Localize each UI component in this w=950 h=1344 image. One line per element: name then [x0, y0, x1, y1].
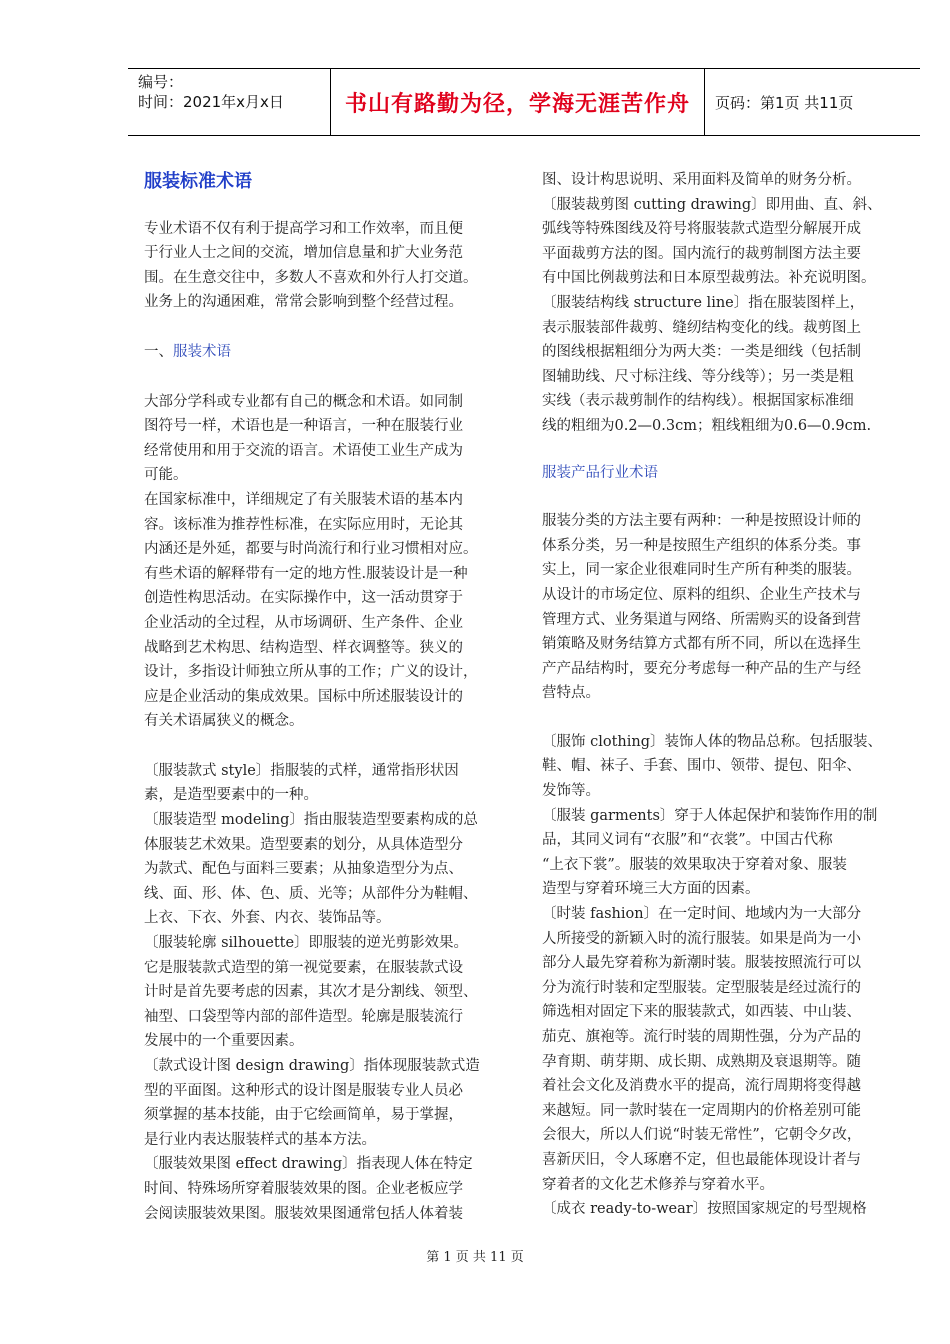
left-column [144, 170, 506, 1226]
section-number: 一、 [144, 343, 173, 360]
intro-paragraph: 专业术语不仅有利于提高学习和工作效率，而且便 于行业人士之间的交流，增加信息量和扩大业务范 围。在生意交往中，多数人不喜欢和外行人打交道。 业务上的沟通困难，常常会影响到整个经营过程。 [144, 220, 478, 311]
body-paragraph-1: 大部分学科或专业都有自己的概念和术语。如同制 图符号一样，术语也是一种语言，一种在服装行业 经常使用和用于交流的语言。术语使工业生产成为 可能。 在国家标准中，详细规定了有关服装术语的基本内 容。该标准为推荐性标准，在实际应用时，无论其 内涵还是外延，都要与时尚流行和行业习惯相对应。 有些术语的解释带有一定的地方性.服装设计是一种 创造性构思活动。在实际操作中，这一活动贯穿于 企业活动的全过程，从市场调研、生产条件、企业 战略到艺术构思、结构造型、样衣调整等。狭义的 设计，多指设计师独立所从事的工作；广义的设计， 应是企业活动的集成效果。国标中所述服装设计的 有关术语属狭义的概念。 [144, 393, 478, 730]
motto-text: 书山有路勤为径，学海无涯苦作舟 [344, 91, 690, 117]
article-title: 服装标准术语 [144, 171, 252, 192]
page-footer: 第 1 页 共 11 页 [426, 1250, 524, 1265]
header-page-cell [705, 69, 920, 135]
section-title: 服装术语 [173, 343, 231, 360]
body-paragraph-3: 图、设计构思说明、采用面料及简单的财务分析。 〔服装裁剪图 cutting drawing〕即用曲、直、斜、 弧线等特殊图线及符号将服装款式造型分解展开成 平面裁剪方法的图。国内流行的裁剪制图方法主要 有中国比例裁剪法和日本原型裁剪法。补充说明图。 〔服装结构线 structure line〕指在服装图样上， 表示服装部件裁剪、缝纫结构变化的线。裁剪图上 的图线根据粗细分为两大类：一类是细线（包括制 图辅助线、尺寸标注线、等分线等）；另一类是粗 实线（表示裁剪制作的结构线）。根据国家标准细 线的粗细为0.2—0.3cm；粗线粗细为0.6—0.9cm. [542, 172, 882, 434]
time-label: 时间：2021年x月x日 [138, 93, 284, 111]
section-heading-terms [144, 340, 506, 365]
page-info: 页码：第1页 共11页 [715, 93, 854, 112]
header-motto-cell [331, 69, 705, 135]
body-paragraph-5: 〔服饰 clothing〕装饰人体的物品总称。包括服装、 鞋、帽、袜子、手套、围巾、领带、提包、阳伞、 发饰等。 〔服装 garments〕穿于人体起保护和装饰作用的制 品，其同义词有“衣服”和“衣裳”。中国古代称 “上衣下裳”。服装的效果取决于穿着对象、服装 造型与穿着环境三大方面的因素。 〔时装 fashion〕在一定时间、地域内为一大部分 人所接受的新颖入时的流行服装。如果是尚为一小 部分人最先穿着称为新潮时装。服装按照流行可以 分为流行时装和定型服装。定型服装是经过流行的 筛选相对固定下来的服装款式，如西装、中山装、 茄克、旗袍等。流行时装的周期性强，分为产品的 孕育期、萌芽期、成长期、成熟期及衰退期等。随 着社会文化及消费水平的提高，流行周期将变得越 来越短。同一款时装在一定周期内的价格差别可能 会很大，所以人们说“时装无常性”，它朝令夕改， 喜新厌旧，令人琢磨不定，但也最能体现设计者与 穿着者的文化艺术修养与穿着水平。 〔成衣 ready-to-wear〕按照国家规定的号型规格 [542, 733, 883, 1218]
section-title-industry: 服装产品行业术语 [542, 464, 658, 481]
page-header [128, 68, 920, 136]
body-paragraph-2: 〔服装款式 style〕指服装的式样，通常指形状因 素，是造型要素中的一种。 〔服装造型 modeling〕指由服装造型要素构成的总 体服装艺术效果。造型要素的划分，从具体造型分 为款式、配色与面料三要素；从抽象造型分为点、 线、面、形、体、色、质、光等；从部件分为鞋帽、 上衣、下衣、外套、内衣、装饰品等。 〔服装轮廓 silhouette〕即服装的逆光剪影效果。 它是服装款式造型的第一视觉要素，在服装款式设 计时是首先要考虑的因素，其次才是分割线、领型、 袖型、口袋型等内部的部件造型。轮廓是服装流行 发展中的一个重要因素。 〔款式设计图 design drawing〕指体现服装款式造 型的平面图。这种形式的设计图是服装专业人员必 须掌握的基本技能，由于它绘画简单，易于掌握， 是行业内表达服装样式的基本方法。 〔服装效果图 effect drawing〕指表现人体在特定 时间、特殊场所穿着服装效果的图。企业老板应学 会阅读服装效果图。服装效果图通常包括人体着装 [144, 762, 480, 1222]
body-paragraph-4: 服装分类的方法主要有两种：一种是按照设计师的 体系分类，另一种是按照生产组织的体系分类。事 实上，同一家企业很难同时生产所有种类的服装。 从设计的市场定位、原料的组织、企业生产技术与 管理方式、业务渠道与网络、所需购买的设备到营 销策略及财务结算方式都有所不同，所以在选择生 产产品结构时，要充分考虑每一种产品的生产与经 营特点。 [542, 513, 861, 702]
right-column [542, 168, 912, 1222]
header-meta [128, 69, 331, 135]
number-label: 编号： [138, 73, 184, 91]
